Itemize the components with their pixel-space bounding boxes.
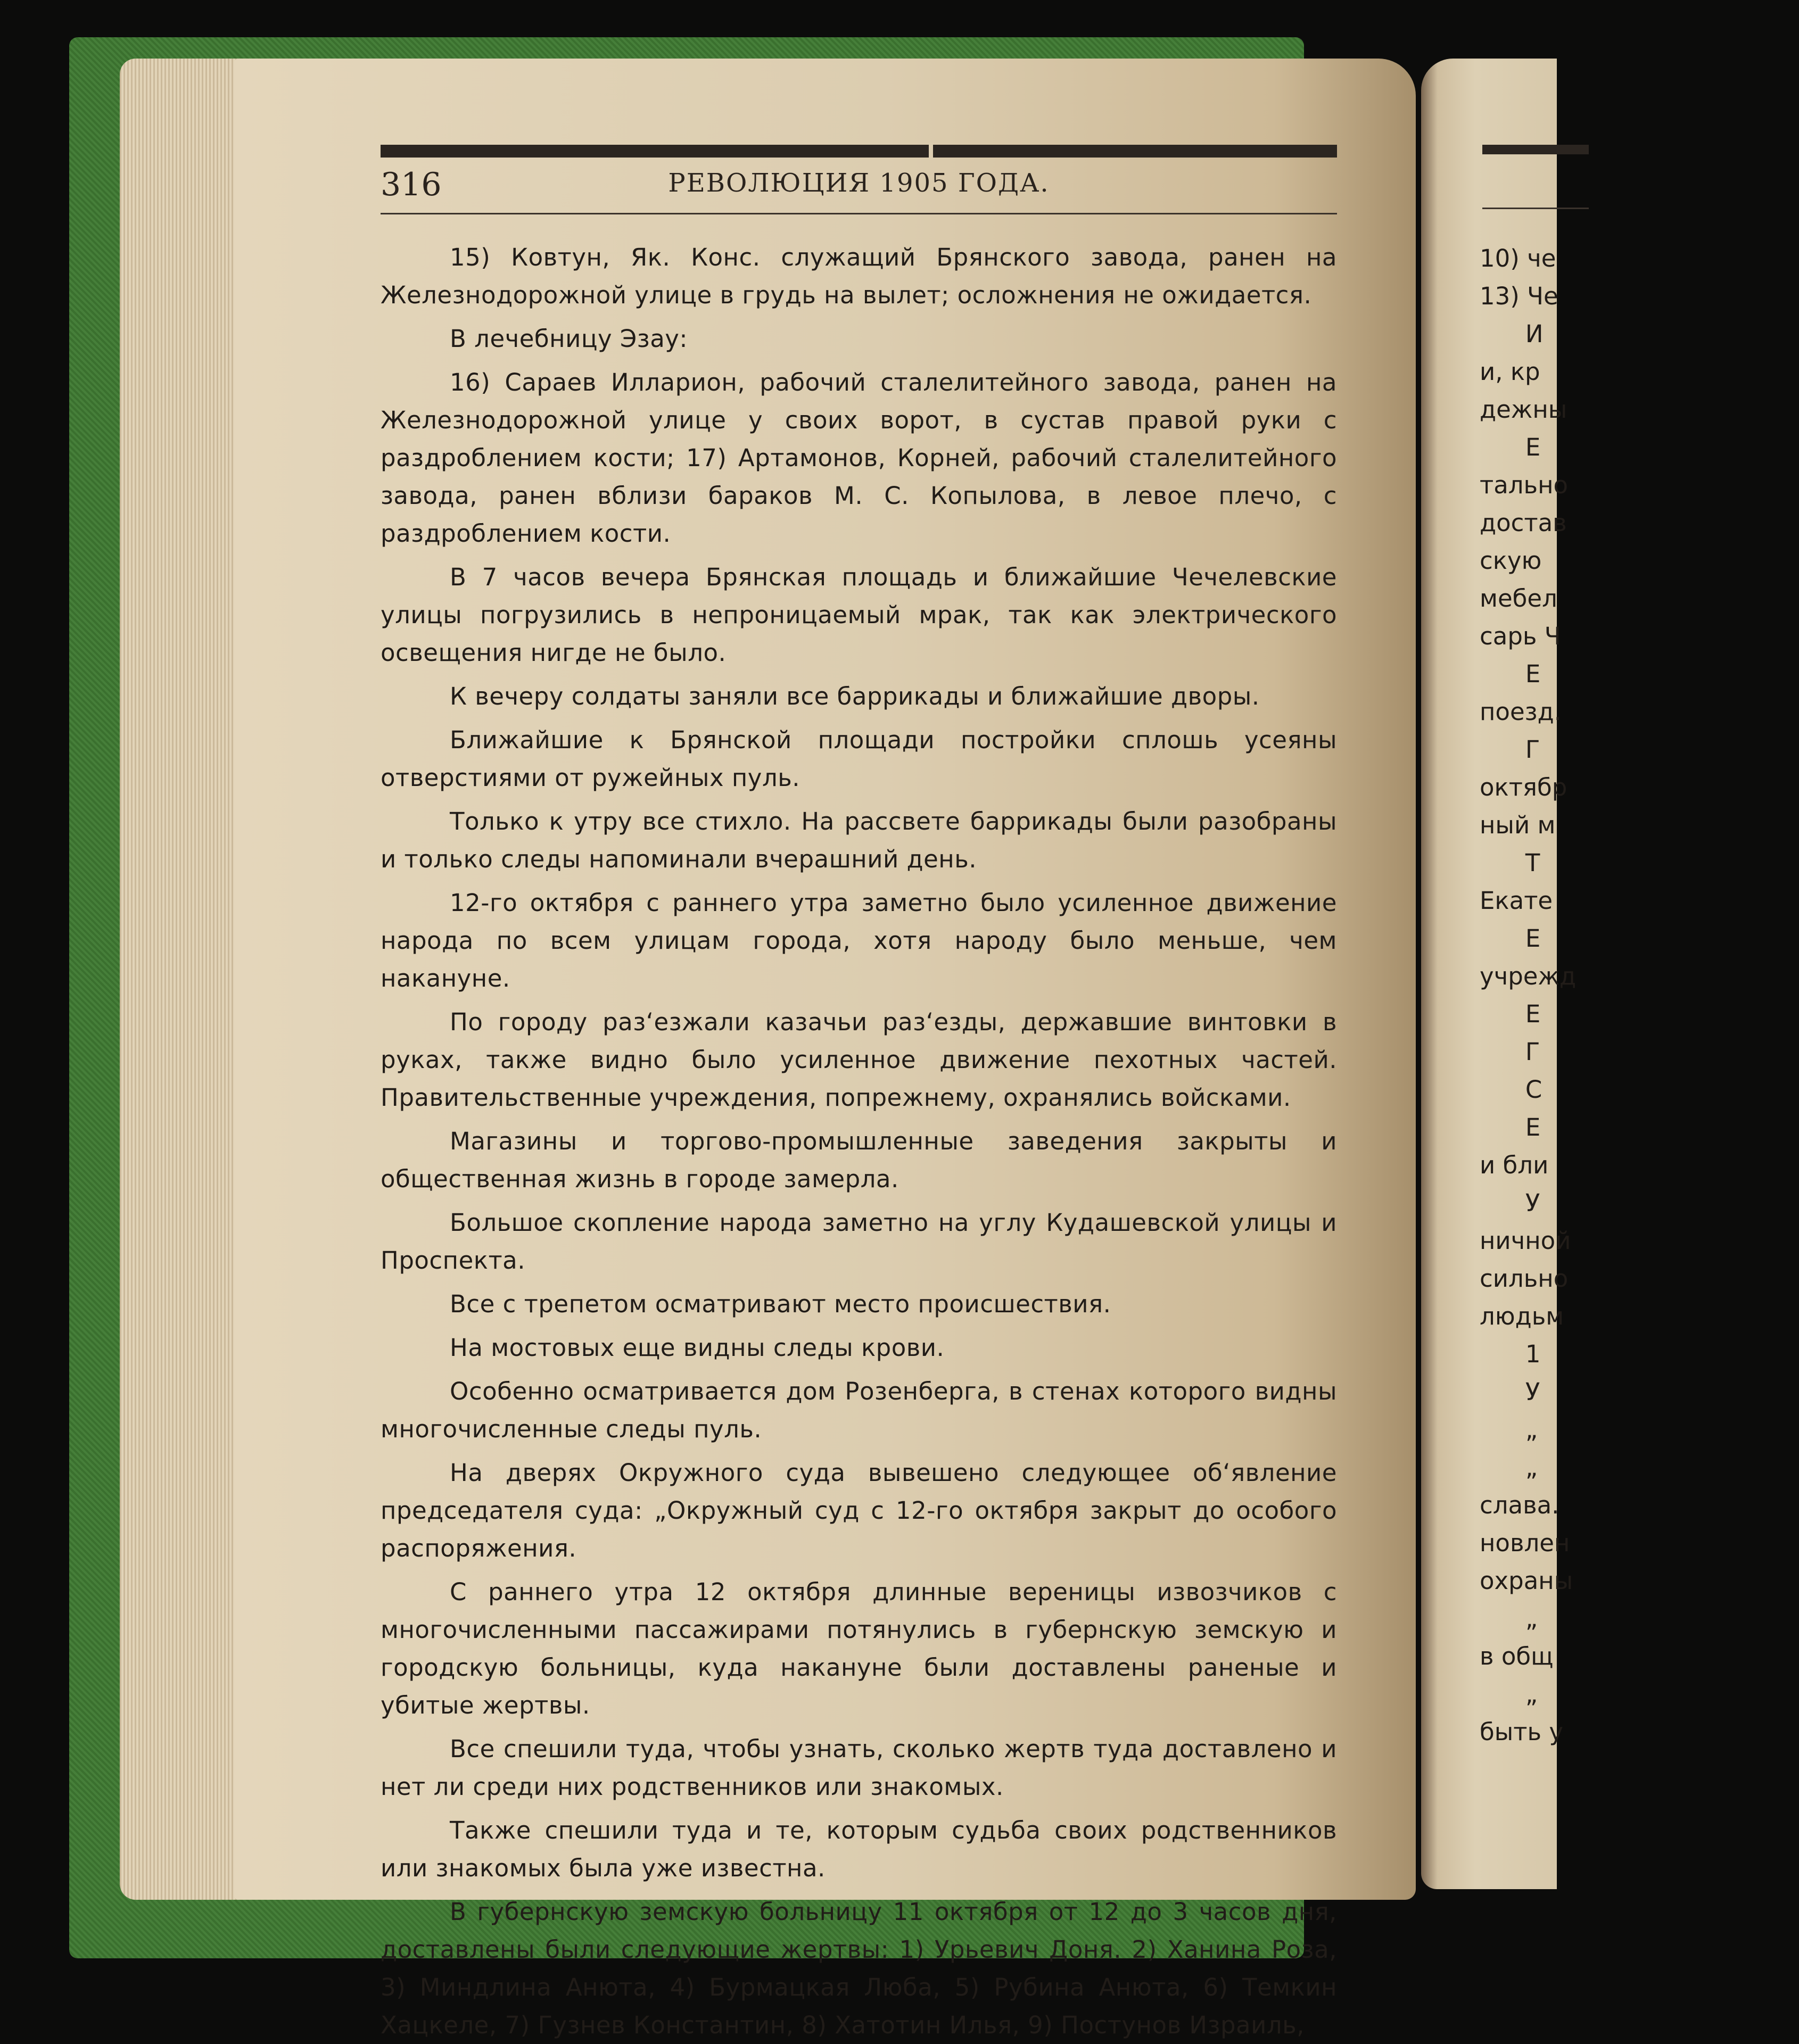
right-page-line: Е <box>1480 924 1541 953</box>
right-page-line: поезд. <box>1480 698 1562 726</box>
right-page-line: достав <box>1480 509 1567 537</box>
right-page-line: „ <box>1480 1416 1538 1444</box>
right-page-line: Е <box>1480 433 1541 461</box>
paragraph: На дверях Окружного суда вывешено следующее об‘явление председателя суда: „Окружный суд с 12-го октября закрыт до особого распоряжения. <box>381 1459 1337 1562</box>
header-bottom-rule <box>381 213 1337 214</box>
paragraph: Также спешили туда и те, которым судьба своих родственников или знакомых была уже известна. <box>381 1816 1337 1882</box>
right-page-line: тально <box>1480 471 1569 499</box>
paragraph: В лечебницу Эзау: <box>450 325 688 353</box>
right-page-line: дежны <box>1480 395 1567 424</box>
paragraph: Магазины и торгово-промышленные заведения закрыты и общественная жизнь в городе замерла. <box>381 1127 1337 1193</box>
right-page-line: охраны <box>1480 1567 1573 1595</box>
header-rule-gap <box>929 143 933 160</box>
right-page-line: октябр <box>1480 773 1567 801</box>
paragraph: На мостовых еще видны следы крови. <box>450 1334 945 1362</box>
right-page-line: сарь Ч <box>1480 622 1561 650</box>
right-page-line: „ <box>1480 1604 1538 1633</box>
right-page-line: Екате <box>1480 887 1553 915</box>
right-header-bottom-rule <box>1482 208 1589 209</box>
header-top-rule <box>381 145 1337 158</box>
right-page-line: ный м <box>1480 811 1556 839</box>
paragraph: Только к утру все стихло. На рассвете баррикады были разобраны и только следы напоминали вчерашний день. <box>381 807 1337 873</box>
right-page-line: быть у <box>1480 1718 1563 1746</box>
body-text <box>381 238 1337 2044</box>
right-page-line: сильно <box>1480 1264 1569 1293</box>
paragraph: С раннего утра 12 октября длинные вереницы извозчиков с многочисленными пассажирами потянулись в губернскую земскую и городскую больницы, куда накануне были доставлены раненые и убитые жертвы. <box>381 1578 1337 1719</box>
paragraph: 16) Сараев Илларион, рабочий сталелитейного завода, ранен на Железнодорожной улице у своих ворот, в сустав правой руки с раздроблением кости; 17) Артамонов, Корней, рабочий сталелитейного завода, ранен вблизи бараков М. С. Копылова, в левое плечо, с раздроблением кости. <box>381 368 1337 548</box>
paragraph: В губернскую земскую больницу 11 октября от 12 до 3 часов дня, доставлены были следующие жертвы: 1) Урьевич Доня. 2) Ханина Роза, 3) Миндлина Анюта, 4) Бурмацкая Люба, 5) Рубина Анюта, 6) Темкин Хацкеле, 7) Гузнев Константин, 8) Хатотин Илья, 9) Постунов Израиль, <box>381 1898 1337 2039</box>
paragraph: Все спешили туда, чтобы узнать, сколько жертв туда доставлено и нет ли среди них родственников или знакомых. <box>381 1735 1337 1801</box>
right-page-line: Т <box>1480 849 1540 877</box>
right-page-line: 13) Че <box>1480 282 1558 310</box>
right-page-line: и бли <box>1480 1151 1549 1179</box>
right-page-line: Г <box>1480 1038 1540 1066</box>
right-page-line: и, кр <box>1480 358 1540 386</box>
right-page-line: И <box>1480 320 1544 348</box>
page-edges <box>120 59 247 1900</box>
right-page-line: новлен <box>1480 1529 1570 1557</box>
paragraph: К вечеру солдаты заняли все баррикады и ближайшие дворы. <box>450 682 1260 710</box>
right-page-line: учрежд <box>1480 962 1577 990</box>
right-page-line: Е <box>1480 1113 1541 1141</box>
right-page-line: ничной <box>1480 1227 1571 1255</box>
right-page-line: Е <box>1480 1000 1541 1028</box>
right-page-line: У <box>1480 1189 1540 1217</box>
right-page-line: 10) че <box>1480 244 1556 272</box>
paragraph: Все с трепетом осматривают место происшествия. <box>450 1290 1111 1318</box>
paragraph: 15) Ковтун, Як. Конс. служащий Брянского завода, ранен на Железнодорожной улице в грудь на вылет; осложнения не ожидается. <box>381 243 1337 309</box>
right-page-line: Е <box>1480 660 1541 688</box>
right-page-line: в общ <box>1480 1642 1554 1670</box>
right-page-text <box>1480 239 1799 1751</box>
paragraph: В 7 часов вечера Брянская площадь и ближайшие Чечелевские улицы погрузились в непроницаемый мрак, так как электрического освещения нигде не было. <box>381 563 1337 667</box>
paragraph: Особенно осматривается дом Розенберга, в стенах которого видны многочисленные следы пуль. <box>381 1377 1337 1443</box>
right-page-line: Г <box>1480 735 1540 764</box>
right-page-line: слава. <box>1480 1491 1559 1519</box>
right-page-line: „ <box>1480 1453 1538 1482</box>
right-page-line: У <box>1480 1378 1540 1406</box>
right-page-line: людьм <box>1480 1302 1564 1330</box>
page-number: 316 <box>381 166 442 203</box>
right-page-line: скую <box>1480 547 1542 575</box>
paragraph: По городу раз‘езжали казачьи раз‘езды, державшие винтовки в руках, также видно было усиленное движение пехотных частей. Правительственные учреждения, попрежнему, охранялись войсками. <box>381 1008 1337 1112</box>
running-title: РЕВОЛЮЦИЯ 1905 ГОДА. <box>668 168 1050 198</box>
paragraph: Большое скопление народа заметно на углу Кудашевской улицы и Проспекта. <box>381 1209 1337 1275</box>
right-header-rule <box>1482 145 1589 154</box>
paragraph: Ближайшие к Брянской площади постройки сплошь усеяны отверстиями от ружейных пуль. <box>381 726 1337 792</box>
page-header <box>381 166 1337 209</box>
right-page-line: 1 <box>1480 1340 1541 1368</box>
right-page-line: С <box>1480 1075 1542 1104</box>
paragraph: 12-го октября с раннего утра заметно было усиленное движение народа по всем улицам города, хотя народу было меньше, чем накануне. <box>381 889 1337 992</box>
right-page-line: мебел <box>1480 584 1557 613</box>
right-page-line: „ <box>1480 1680 1538 1708</box>
